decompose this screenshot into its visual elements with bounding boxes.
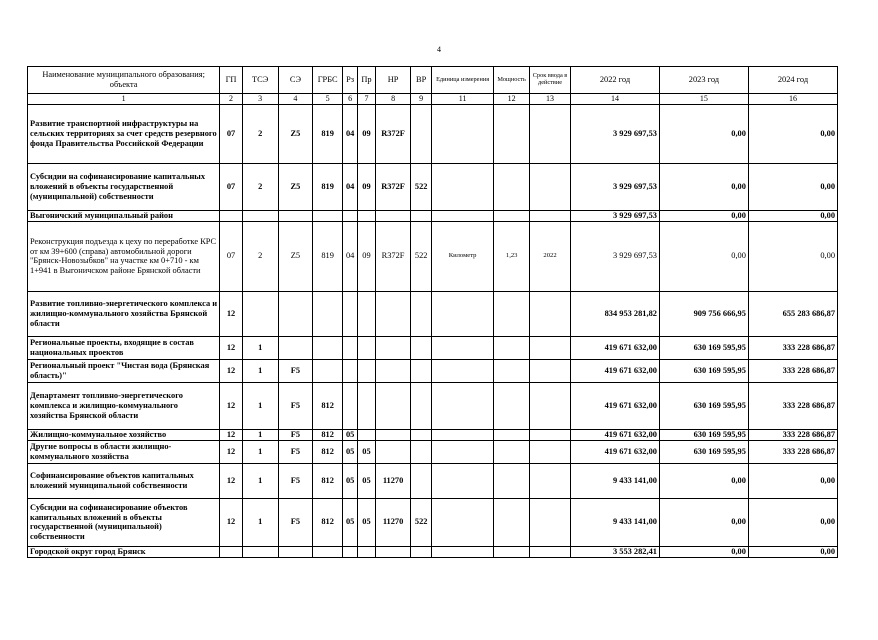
cell-y2024: 0,00 — [748, 463, 837, 498]
cell-grbs — [313, 291, 343, 336]
cell-unit — [431, 463, 493, 498]
cell-y2022: 419 671 632,00 — [570, 382, 659, 429]
cell-pr — [358, 336, 375, 359]
cell-gp: 07 — [220, 105, 243, 164]
page-number: 4 — [437, 45, 441, 54]
col-number: 3 — [242, 94, 278, 105]
cell-power — [494, 463, 530, 498]
cell-power: 1,23 — [494, 221, 530, 291]
cell-se: F5 — [278, 498, 313, 546]
cell-y2023: 0,00 — [659, 221, 748, 291]
cell-power — [494, 498, 530, 546]
cell-tse: 2 — [242, 105, 278, 164]
cell-y2022: 3 553 282,41 — [570, 546, 659, 557]
cell-y2024: 333 228 686,87 — [748, 336, 837, 359]
cell-vr — [411, 440, 431, 463]
cell-nr — [375, 211, 411, 222]
col-header-pr: Пр — [358, 67, 375, 94]
cell-y2024: 333 228 686,87 — [748, 429, 837, 440]
cell-y2023: 630 169 595,95 — [659, 382, 748, 429]
cell-se: F5 — [278, 440, 313, 463]
cell-tse: 1 — [242, 440, 278, 463]
cell-y2022: 9 433 141,00 — [570, 498, 659, 546]
cell-grbs: 819 — [313, 105, 343, 164]
cell-vr — [411, 211, 431, 222]
cell-nr: 11270 — [375, 463, 411, 498]
cell-term — [530, 429, 571, 440]
cell-tse — [242, 211, 278, 222]
cell-pr — [358, 291, 375, 336]
cell-unit — [431, 336, 493, 359]
table-row — [28, 291, 838, 336]
cell-name: Софинансирование объектов капитальных вложений муниципальной собственности — [28, 463, 220, 498]
cell-unit — [431, 498, 493, 546]
cell-pr — [358, 211, 375, 222]
cell-unit — [431, 429, 493, 440]
table-row — [28, 382, 838, 429]
col-header-power: Мощность — [494, 67, 530, 94]
cell-vr: 522 — [411, 164, 431, 211]
cell-unit — [431, 164, 493, 211]
col-header-nr: НР — [375, 67, 411, 94]
col-number: 6 — [342, 94, 357, 105]
cell-tse — [242, 546, 278, 557]
cell-tse: 1 — [242, 359, 278, 382]
cell-name: Жилищно-коммунальное хозяйство — [28, 429, 220, 440]
cell-gp — [220, 211, 243, 222]
col-number: 16 — [748, 94, 837, 105]
cell-rz — [342, 336, 357, 359]
cell-rz: 05 — [342, 440, 357, 463]
cell-vr — [411, 382, 431, 429]
cell-term — [530, 105, 571, 164]
cell-y2023: 630 169 595,95 — [659, 429, 748, 440]
table-row — [28, 336, 838, 359]
col-number: 15 — [659, 94, 748, 105]
cell-rz — [342, 211, 357, 222]
cell-se — [278, 211, 313, 222]
cell-name: Реконструкция подъезда к цеху по переработке КРС от км 39+600 (справа) автомобильной дороги "Брянск-Новозыбков" на участке км 0+710 - км 1+941 в Выгоничском районе Брянской области — [28, 221, 220, 291]
cell-se — [278, 336, 313, 359]
cell-rz: 04 — [342, 105, 357, 164]
cell-rz: 05 — [342, 429, 357, 440]
cell-nr — [375, 382, 411, 429]
cell-nr — [375, 429, 411, 440]
cell-rz — [342, 382, 357, 429]
cell-rz: 05 — [342, 498, 357, 546]
cell-pr — [358, 359, 375, 382]
cell-pr — [358, 382, 375, 429]
table-row — [28, 211, 838, 222]
col-header-name: Наименование муниципального образования; объекта — [28, 67, 220, 94]
col-header-se: СЭ — [278, 67, 313, 94]
cell-power — [494, 546, 530, 557]
cell-vr — [411, 105, 431, 164]
cell-term — [530, 546, 571, 557]
cell-grbs: 812 — [313, 463, 343, 498]
col-header-grbs: ГРБС — [313, 67, 343, 94]
cell-y2024: 0,00 — [748, 546, 837, 557]
cell-y2024: 655 283 686,87 — [748, 291, 837, 336]
col-number: 4 — [278, 94, 313, 105]
cell-nr: R372F — [375, 221, 411, 291]
table-row — [28, 359, 838, 382]
cell-power — [494, 164, 530, 211]
cell-se: F5 — [278, 463, 313, 498]
cell-rz: 05 — [342, 463, 357, 498]
cell-y2022: 419 671 632,00 — [570, 336, 659, 359]
col-number: 1 — [28, 94, 220, 105]
cell-gp: 12 — [220, 336, 243, 359]
cell-gp — [220, 546, 243, 557]
cell-y2024: 333 228 686,87 — [748, 382, 837, 429]
col-header-tse: ТСЭ — [242, 67, 278, 94]
cell-tse: 1 — [242, 336, 278, 359]
cell-unit — [431, 211, 493, 222]
cell-power — [494, 382, 530, 429]
cell-y2024: 0,00 — [748, 164, 837, 211]
cell-y2022: 9 433 141,00 — [570, 463, 659, 498]
cell-unit — [431, 440, 493, 463]
cell-term — [530, 463, 571, 498]
table-row — [28, 221, 838, 291]
header-row — [28, 67, 838, 94]
cell-grbs — [313, 546, 343, 557]
cell-y2024: 0,00 — [748, 211, 837, 222]
cell-grbs: 812 — [313, 440, 343, 463]
cell-pr — [358, 429, 375, 440]
cell-vr: 522 — [411, 498, 431, 546]
cell-y2022: 3 929 697,53 — [570, 221, 659, 291]
cell-y2024: 333 228 686,87 — [748, 440, 837, 463]
cell-se: F5 — [278, 382, 313, 429]
cell-grbs: 812 — [313, 429, 343, 440]
table-row — [28, 463, 838, 498]
cell-nr — [375, 291, 411, 336]
cell-y2023: 630 169 595,95 — [659, 440, 748, 463]
cell-se — [278, 291, 313, 336]
col-number: 11 — [431, 94, 493, 105]
cell-term — [530, 440, 571, 463]
cell-pr: 05 — [358, 440, 375, 463]
cell-gp: 12 — [220, 463, 243, 498]
cell-rz: 04 — [342, 221, 357, 291]
col-number: 14 — [570, 94, 659, 105]
cell-vr — [411, 429, 431, 440]
cell-nr: R372F — [375, 164, 411, 211]
cell-y2023: 0,00 — [659, 498, 748, 546]
cell-power — [494, 359, 530, 382]
cell-tse: 2 — [242, 164, 278, 211]
cell-rz — [342, 546, 357, 557]
cell-y2023: 0,00 — [659, 211, 748, 222]
col-header-2024: 2024 год — [748, 67, 837, 94]
cell-term — [530, 336, 571, 359]
cell-tse: 1 — [242, 429, 278, 440]
cell-y2022: 419 671 632,00 — [570, 429, 659, 440]
cell-unit: Километр — [431, 221, 493, 291]
cell-y2023: 630 169 595,95 — [659, 359, 748, 382]
col-header-unit: Единица измерения — [431, 67, 493, 94]
cell-gp: 12 — [220, 429, 243, 440]
cell-name: Другие вопросы в области жилищно-коммунального хозяйства — [28, 440, 220, 463]
cell-nr: 11270 — [375, 498, 411, 546]
cell-pr: 05 — [358, 463, 375, 498]
cell-gp: 07 — [220, 164, 243, 211]
col-header-term: Срок ввода в действие — [530, 67, 571, 94]
cell-vr: 522 — [411, 221, 431, 291]
cell-y2024: 0,00 — [748, 105, 837, 164]
cell-rz: 04 — [342, 164, 357, 211]
cell-se: F5 — [278, 359, 313, 382]
cell-nr — [375, 440, 411, 463]
col-number: 5 — [313, 94, 343, 105]
col-header-gp: ГП — [220, 67, 243, 94]
cell-grbs — [313, 359, 343, 382]
cell-pr: 09 — [358, 164, 375, 211]
cell-unit — [431, 359, 493, 382]
cell-name: Департамент топливно-энергетического комплекса и жилищно-коммунального хозяйства Брянской области — [28, 382, 220, 429]
cell-name: Региональные проекты, входящие в состав национальных проектов — [28, 336, 220, 359]
col-number: 9 — [411, 94, 431, 105]
cell-grbs: 819 — [313, 164, 343, 211]
cell-power — [494, 105, 530, 164]
cell-se: Z5 — [278, 105, 313, 164]
cell-name: Субсидии на софинансирование капитальных вложений в объекты государственной (муниципальной) собственности — [28, 164, 220, 211]
col-header-rz: Рз — [342, 67, 357, 94]
cell-power — [494, 429, 530, 440]
cell-term — [530, 164, 571, 211]
cell-rz — [342, 359, 357, 382]
cell-tse: 1 — [242, 463, 278, 498]
cell-y2024: 0,00 — [748, 221, 837, 291]
cell-tse: 1 — [242, 498, 278, 546]
cell-y2023: 0,00 — [659, 546, 748, 557]
cell-term — [530, 291, 571, 336]
cell-gp: 07 — [220, 221, 243, 291]
col-number: 7 — [358, 94, 375, 105]
cell-name: Развитие транспортной инфраструктуры на сельских территориях за счет средств резервного фонда Правительства Российской Федерации — [28, 105, 220, 164]
cell-y2022: 3 929 697,53 — [570, 164, 659, 211]
cell-unit — [431, 291, 493, 336]
cell-gp: 12 — [220, 382, 243, 429]
cell-grbs — [313, 336, 343, 359]
table-row — [28, 105, 838, 164]
cell-pr: 09 — [358, 105, 375, 164]
cell-unit — [431, 382, 493, 429]
cell-y2022: 419 671 632,00 — [570, 359, 659, 382]
cell-term — [530, 359, 571, 382]
cell-rz — [342, 291, 357, 336]
cell-y2023: 0,00 — [659, 463, 748, 498]
table-row — [28, 546, 838, 557]
cell-grbs: 819 — [313, 221, 343, 291]
cell-y2023: 909 756 666,95 — [659, 291, 748, 336]
col-number: 2 — [220, 94, 243, 105]
cell-pr — [358, 546, 375, 557]
cell-name: Городской округ город Брянск — [28, 546, 220, 557]
cell-term: 2022 — [530, 221, 571, 291]
cell-name: Выгоничский муниципальный район — [28, 211, 220, 222]
cell-y2022: 3 929 697,53 — [570, 211, 659, 222]
col-header-2022: 2022 год — [570, 67, 659, 94]
col-number: 13 — [530, 94, 571, 105]
cell-gp: 12 — [220, 440, 243, 463]
cell-nr: R372F — [375, 105, 411, 164]
cell-gp: 12 — [220, 359, 243, 382]
col-number: 12 — [494, 94, 530, 105]
cell-vr — [411, 359, 431, 382]
cell-vr — [411, 336, 431, 359]
cell-grbs: 812 — [313, 382, 343, 429]
cell-power — [494, 291, 530, 336]
cell-vr — [411, 463, 431, 498]
cell-se: F5 — [278, 429, 313, 440]
table-row — [28, 429, 838, 440]
cell-vr — [411, 546, 431, 557]
budget-table — [27, 66, 838, 558]
cell-y2024: 333 228 686,87 — [748, 359, 837, 382]
cell-term — [530, 211, 571, 222]
cell-y2024: 0,00 — [748, 498, 837, 546]
cell-y2023: 0,00 — [659, 105, 748, 164]
cell-y2022: 3 929 697,53 — [570, 105, 659, 164]
cell-power — [494, 440, 530, 463]
table-row — [28, 164, 838, 211]
cell-nr — [375, 336, 411, 359]
col-header-vr: ВР — [411, 67, 431, 94]
col-header-2023: 2023 год — [659, 67, 748, 94]
table-row — [28, 440, 838, 463]
table-row — [28, 498, 838, 546]
cell-tse: 1 — [242, 382, 278, 429]
cell-name: Региональный проект "Чистая вода (Брянская область)" — [28, 359, 220, 382]
cell-gp: 12 — [220, 291, 243, 336]
cell-nr — [375, 546, 411, 557]
cell-grbs: 812 — [313, 498, 343, 546]
cell-name: Развитие топливно-энергетического комплекса и жилищно-коммунального хозяйства Брянской области — [28, 291, 220, 336]
cell-pr: 05 — [358, 498, 375, 546]
cell-tse: 2 — [242, 221, 278, 291]
cell-power — [494, 211, 530, 222]
cell-y2022: 834 953 281,82 — [570, 291, 659, 336]
cell-y2022: 419 671 632,00 — [570, 440, 659, 463]
cell-se: Z5 — [278, 221, 313, 291]
cell-unit — [431, 546, 493, 557]
cell-se: Z5 — [278, 164, 313, 211]
cell-gp: 12 — [220, 498, 243, 546]
cell-name: Субсидии на софинансирование объектов капитальных вложений в объекты государственной (муниципальной) собственности — [28, 498, 220, 546]
column-number-row — [28, 94, 838, 105]
cell-y2023: 630 169 595,95 — [659, 336, 748, 359]
cell-unit — [431, 105, 493, 164]
cell-y2023: 0,00 — [659, 164, 748, 211]
cell-pr: 09 — [358, 221, 375, 291]
cell-term — [530, 382, 571, 429]
cell-tse — [242, 291, 278, 336]
col-number: 8 — [375, 94, 411, 105]
cell-power — [494, 336, 530, 359]
cell-nr — [375, 359, 411, 382]
cell-term — [530, 498, 571, 546]
cell-vr — [411, 291, 431, 336]
cell-grbs — [313, 211, 343, 222]
cell-se — [278, 546, 313, 557]
